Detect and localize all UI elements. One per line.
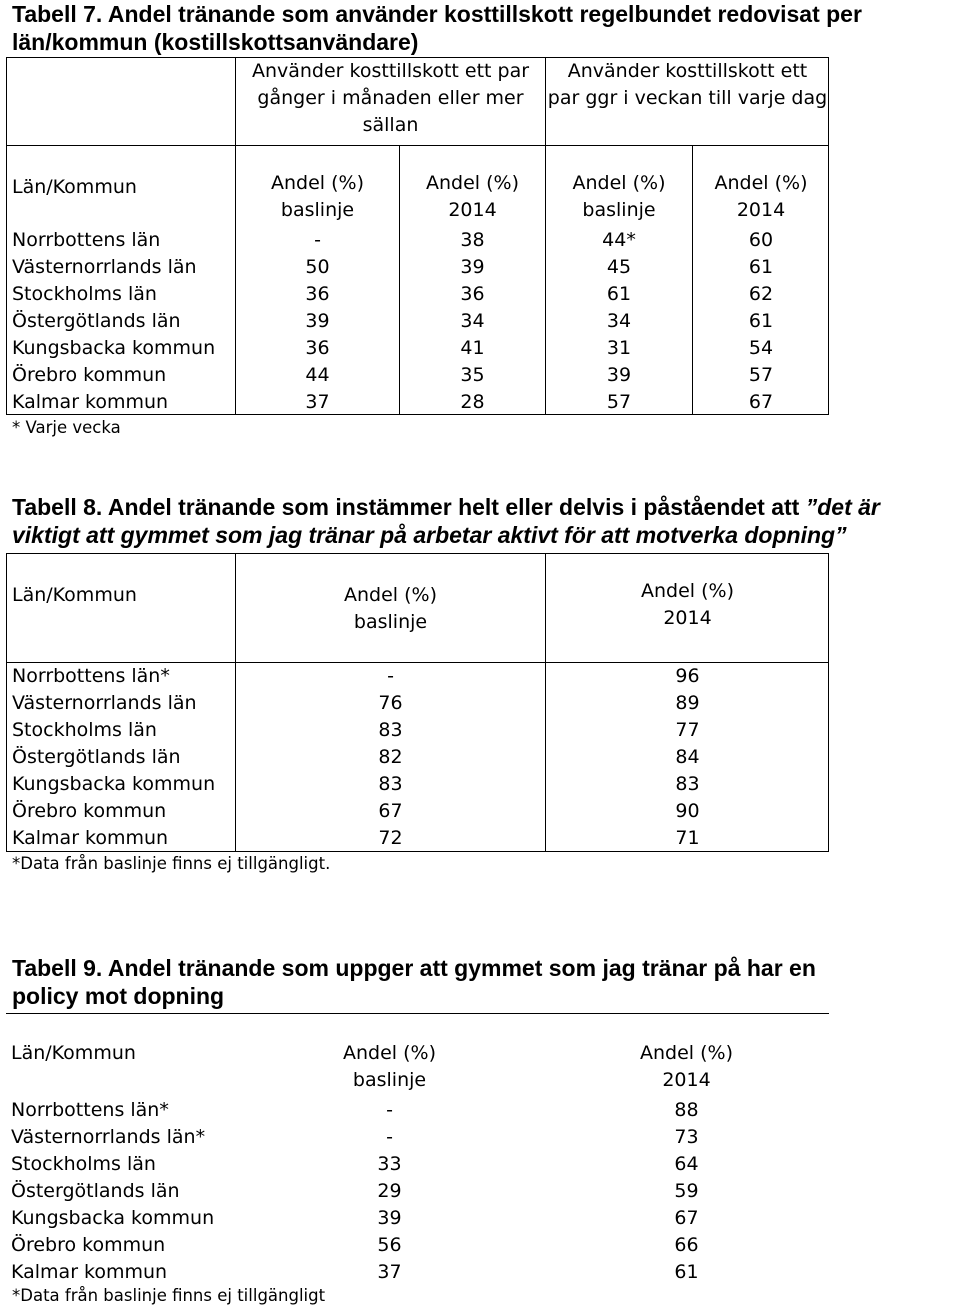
cell-value: 56 <box>377 1234 402 1256</box>
cell-value: - <box>386 1099 393 1121</box>
table-row <box>6 1124 827 1151</box>
row-label: Norrbottens län <box>12 229 161 251</box>
cell-value: 77 <box>675 719 700 741</box>
cell-value: 34 <box>606 310 632 332</box>
row-label: Västernorrlands län <box>12 692 197 714</box>
col-header-line2: 2014 <box>663 607 712 629</box>
table-row <box>6 1151 827 1178</box>
col-header-line2: baslinje <box>352 1069 427 1091</box>
col-header-line2: 2014 <box>662 1069 711 1091</box>
cell-value: 60 <box>748 229 774 251</box>
col-header-line1: Andel (%) <box>640 1042 733 1064</box>
cell-value: 37 <box>377 1261 402 1283</box>
table9-col-header <box>235 1040 544 1094</box>
table-row <box>6 1232 827 1259</box>
cell-value: 35 <box>460 364 485 386</box>
table8-title-quote: ”det är <box>799 494 880 520</box>
col-header-line1: Andel (%) <box>344 584 437 606</box>
cell-value: 33 <box>377 1153 402 1175</box>
table7-body <box>7 227 828 416</box>
table-row <box>6 1097 827 1124</box>
row-label: Stockholms län <box>12 283 157 305</box>
cell-value: 83 <box>378 773 403 795</box>
table7-group2-header <box>546 58 829 112</box>
cell-value: 31 <box>606 337 632 359</box>
cell-value: 61 <box>606 283 632 305</box>
table8 <box>6 553 829 852</box>
cell-value: 39 <box>377 1207 402 1229</box>
table-row <box>7 663 828 690</box>
table8-col-header <box>236 582 545 636</box>
table9-title-line1: Tabell 9. Andel tränande som uppger att gymmet som jag tränar på har en <box>12 955 816 981</box>
cell-value: 45 <box>606 256 632 278</box>
cell-value: 83 <box>675 773 700 795</box>
cell-value: 36 <box>305 337 330 359</box>
table-row <box>7 744 828 771</box>
row-label: Kungsbacka kommun <box>11 1207 215 1229</box>
row-label: Kalmar kommun <box>12 391 169 413</box>
cell-value: 96 <box>675 665 700 687</box>
col-header-line2: 2014 <box>448 199 497 221</box>
row-label: Västernorrlands län* <box>11 1126 206 1148</box>
cell-value: 83 <box>378 719 403 741</box>
cell-value: - <box>386 1126 393 1148</box>
cell-value: 29 <box>377 1180 402 1202</box>
table8-footnote: *Data från baslinje finns ej tillgängligt. <box>12 854 331 873</box>
table7-group2-line2: par ggr i veckan till varje dag <box>547 87 828 109</box>
col-header-line2: baslinje <box>280 199 355 221</box>
row-label: Östergötlands län <box>12 746 181 768</box>
row-label: Kungsbacka kommun <box>12 337 216 359</box>
cell-value: 67 <box>674 1207 699 1229</box>
table7-region-header: Län/Kommun <box>12 176 137 198</box>
row-label: Kalmar kommun <box>11 1261 168 1283</box>
table9 <box>6 1013 829 1285</box>
row-label: Norrbottens län* <box>11 1099 169 1121</box>
table7 <box>6 57 829 415</box>
table9-region-header: Län/Kommun <box>11 1042 136 1064</box>
col-header-line1: Andel (%) <box>426 172 519 194</box>
table7-title-line1: Tabell 7. Andel tränande som använder kosttillskott regelbundet redovisat per <box>12 1 862 27</box>
table-row <box>6 1259 827 1286</box>
cell-value: - <box>387 665 394 687</box>
table8-body <box>7 663 828 852</box>
row-label: Stockholms län <box>11 1153 156 1175</box>
table-row <box>7 717 828 744</box>
table7-col-header <box>236 170 399 224</box>
cell-value: 54 <box>748 337 774 359</box>
row-label: Kungsbacka kommun <box>12 773 216 795</box>
cell-value: 38 <box>460 229 485 251</box>
table-row <box>7 825 828 852</box>
table-row <box>7 798 828 825</box>
cell-value: 61 <box>748 256 774 278</box>
cell-value: 36 <box>305 283 330 305</box>
cell-value: 57 <box>748 364 774 386</box>
table-row <box>7 771 828 798</box>
table9-col-header <box>545 1040 828 1094</box>
row-label: Örebro kommun <box>12 364 167 386</box>
row-label: Stockholms län <box>12 719 157 741</box>
col-header-line1: Andel (%) <box>572 172 666 194</box>
table-row <box>7 690 828 717</box>
col-header-line1: Andel (%) <box>343 1042 436 1064</box>
table7-group1-line2: gånger i månaden eller mer <box>257 87 524 109</box>
cell-value: 39 <box>305 310 330 332</box>
table-row <box>7 227 828 254</box>
cell-value: 36 <box>460 283 485 305</box>
table7-group1-line1: Använder kosttillskott ett par <box>251 60 530 82</box>
table7-title-line2: län/kommun (kostillskottsanvändare) <box>12 29 419 55</box>
table7-group2-line1: Använder kosttillskott ett <box>567 60 808 82</box>
cell-value: - <box>314 229 321 251</box>
table8-title-line2: viktigt att gymmet som jag tränar på arbetar aktivt för att motverka dopning” <box>12 522 847 548</box>
table7-col-header <box>693 170 829 224</box>
table8-title-text: Tabell 8. Andel tränande som instämmer helt eller delvis i påståendet att <box>12 494 800 520</box>
cell-value: 89 <box>675 692 700 714</box>
table8-region-header: Län/Kommun <box>12 584 137 606</box>
col-header-line1: Andel (%) <box>714 172 808 194</box>
table7-group1-line3: sällan <box>362 114 419 136</box>
cell-value: 66 <box>674 1234 699 1256</box>
table-row <box>7 335 828 362</box>
table7-group1-header <box>236 58 545 139</box>
cell-value: 61 <box>748 310 774 332</box>
cell-value: 59 <box>674 1180 699 1202</box>
table-row <box>7 308 828 335</box>
cell-value: 39 <box>606 364 632 386</box>
table-row <box>7 389 828 416</box>
cell-value: 88 <box>674 1099 699 1121</box>
row-label: Norrbottens län* <box>12 665 170 687</box>
table8-title-line1 <box>12 493 880 521</box>
table-row <box>6 1205 827 1232</box>
col-header-line2: 2014 <box>736 199 786 221</box>
cell-value: 34 <box>460 310 485 332</box>
row-label: Örebro kommun <box>12 800 167 822</box>
table-row <box>6 1178 827 1205</box>
table8-col-header <box>546 578 829 632</box>
cell-value: 41 <box>460 337 485 359</box>
table-row <box>7 254 828 281</box>
table7-footnote: * Varje vecka <box>12 418 121 437</box>
col-header-line2: baslinje <box>353 611 428 633</box>
cell-value: 61 <box>674 1261 699 1283</box>
cell-value: 44* <box>602 229 636 251</box>
table7-col-header <box>546 170 692 224</box>
cell-value: 82 <box>378 746 403 768</box>
cell-value: 67 <box>748 391 774 413</box>
row-label: Kalmar kommun <box>12 827 169 849</box>
cell-value: 84 <box>675 746 700 768</box>
col-header-line1: Andel (%) <box>271 172 364 194</box>
row-label: Västernorrlands län <box>12 256 197 278</box>
row-label: Örebro kommun <box>11 1234 166 1256</box>
cell-value: 76 <box>378 692 403 714</box>
table9-footnote: *Data från baslinje finns ej tillgängligt <box>12 1286 326 1305</box>
table9-body <box>6 1097 827 1286</box>
cell-value: 73 <box>674 1126 699 1148</box>
cell-value: 57 <box>606 391 632 413</box>
table9-title-line2: policy mot dopning <box>12 983 225 1009</box>
cell-value: 37 <box>305 391 330 413</box>
cell-value: 50 <box>305 256 330 278</box>
col-header-line1: Andel (%) <box>641 580 734 602</box>
row-label: Östergötlands län <box>11 1180 180 1202</box>
cell-value: 67 <box>378 800 403 822</box>
cell-value: 90 <box>675 800 700 822</box>
table-row <box>7 362 828 389</box>
cell-value: 72 <box>378 827 403 849</box>
cell-value: 64 <box>674 1153 699 1175</box>
row-label: Östergötlands län <box>12 310 181 332</box>
table-row <box>7 281 828 308</box>
cell-value: 28 <box>460 391 485 413</box>
cell-value: 62 <box>748 283 774 305</box>
table7-col-header <box>400 170 545 224</box>
cell-value: 71 <box>675 827 700 849</box>
col-header-line2: baslinje <box>582 199 656 221</box>
cell-value: 44 <box>305 364 330 386</box>
cell-value: 39 <box>460 256 485 278</box>
